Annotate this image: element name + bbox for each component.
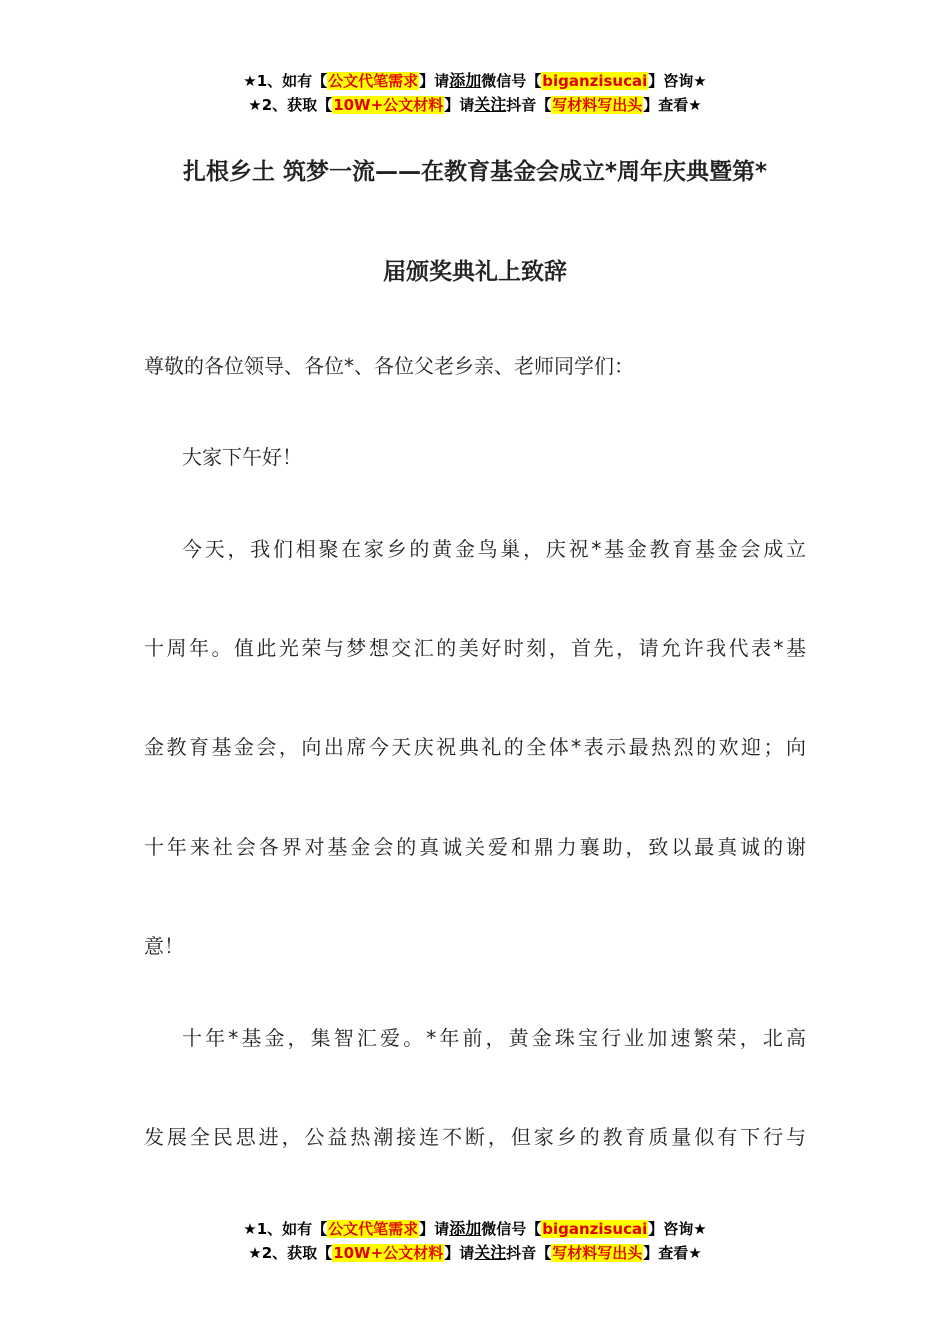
banner-text: ★2、获取【 bbox=[248, 1244, 333, 1262]
salutation: 尊敬的各位领导、各位*、各位父老乡亲、老师同学们： bbox=[144, 354, 634, 378]
page-title-line-1: 扎根乡土 筑梦一流——在教育基金会成立*周年庆典暨第* bbox=[182, 159, 768, 185]
banner-text: 微信号【 bbox=[481, 1220, 542, 1238]
paragraph-line: 金教育基金会，向出席今天庆祝典礼的全体*表示最热烈的欢迎；向 bbox=[144, 735, 806, 759]
banner-text: 】查看★ bbox=[643, 1244, 702, 1262]
banner-line-2 bbox=[0, 1241, 950, 1265]
banner-highlight: 公文代笔需求 bbox=[328, 72, 419, 90]
paragraph-line: 十年来社会各界对基金会的真诚关爱和鼎力襄助，致以最真诚的谢 bbox=[144, 835, 806, 859]
banner-text: 】咨询★ bbox=[648, 1220, 707, 1238]
greeting: 大家下午好！ bbox=[182, 445, 302, 469]
banner-text: ★1、如有【 bbox=[243, 72, 328, 90]
header-banner bbox=[0, 69, 950, 117]
paragraph-line: 发展全民思进，公益热潮接连不断，但家乡的教育质量似有下行与 bbox=[144, 1125, 806, 1149]
banner-highlight: 10W+公文材料 bbox=[333, 1244, 444, 1262]
page-title-line-2: 届颁奖典礼上致辞 bbox=[383, 259, 567, 285]
paragraph-line: 十周年。值此光荣与梦想交汇的美好时刻，首先，请允许我代表*基 bbox=[144, 636, 806, 660]
banner-text: 】咨询★ bbox=[648, 72, 707, 90]
banner-highlight: 10W+公文材料 bbox=[333, 96, 444, 114]
banner-text: ★1、如有【 bbox=[243, 1220, 328, 1238]
banner-text: 】请 bbox=[419, 72, 450, 90]
banner-wechat-id: biganzisucai bbox=[542, 1220, 648, 1238]
banner-text: 】请 bbox=[444, 1244, 475, 1262]
banner-emphasis: 关注 bbox=[474, 1243, 507, 1262]
banner-text: 抖音【 bbox=[506, 1244, 552, 1262]
footer-banner bbox=[0, 1217, 950, 1265]
banner-text: 微信号【 bbox=[481, 72, 542, 90]
banner-line-1 bbox=[0, 1217, 950, 1241]
banner-text: 】请 bbox=[444, 96, 475, 114]
banner-line-1 bbox=[0, 69, 950, 93]
banner-douyin-id: 写材料写出头 bbox=[552, 1244, 643, 1262]
banner-wechat-id: biganzisucai bbox=[542, 72, 648, 90]
paragraph-line: 意！ bbox=[144, 934, 184, 958]
banner-text: 抖音【 bbox=[506, 96, 552, 114]
banner-highlight: 公文代笔需求 bbox=[328, 1220, 419, 1238]
banner-text: 】查看★ bbox=[643, 96, 702, 114]
banner-emphasis: 添加 bbox=[449, 1219, 482, 1238]
banner-text: ★2、获取【 bbox=[248, 96, 333, 114]
paragraph-line: 十年*基金，集智汇爱。*年前，黄金珠宝行业加速繁荣，北高 bbox=[182, 1026, 806, 1050]
paragraph-line: 今天，我们相聚在家乡的黄金鸟巢，庆祝*基金教育基金会成立 bbox=[182, 537, 806, 561]
banner-emphasis: 关注 bbox=[474, 95, 507, 114]
banner-text: 】请 bbox=[419, 1220, 450, 1238]
banner-douyin-id: 写材料写出头 bbox=[552, 96, 643, 114]
banner-emphasis: 添加 bbox=[449, 71, 482, 90]
banner-line-2 bbox=[0, 93, 950, 117]
